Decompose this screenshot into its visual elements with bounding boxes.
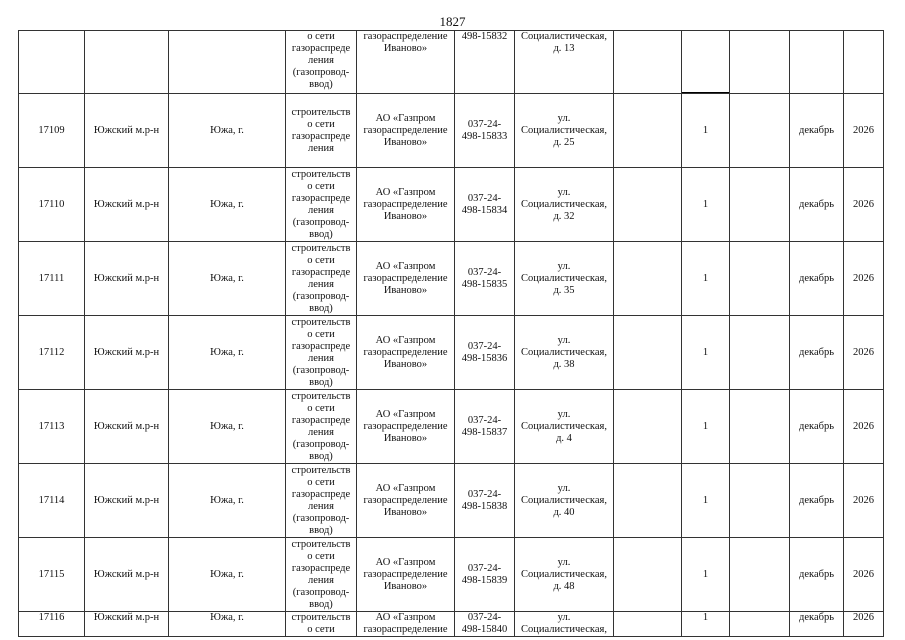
cell-empty [614, 612, 682, 637]
cell-month: декабрь [790, 242, 844, 316]
cell-city [169, 31, 286, 94]
cell-empty [730, 31, 790, 94]
cell-year: 2026 [844, 242, 884, 316]
cell-empty [614, 94, 682, 168]
cell-qty: 1 [682, 316, 730, 390]
cell-work: о сети газораспреде ления (газопровод- ввод) [286, 31, 357, 94]
cell-city: Южа, г. [169, 316, 286, 390]
cell-month: декабрь [790, 612, 844, 637]
cell-org: АО «Газпром газораспределение Иваново» [357, 168, 455, 242]
cell-id: 17115 [19, 538, 85, 612]
cell-code: 037-24- 498-15838 [455, 464, 515, 538]
cell-empty [614, 242, 682, 316]
cell-district [85, 31, 169, 94]
cell-month: декабрь [790, 168, 844, 242]
cell-empty [614, 31, 682, 94]
cell-district: Южский м.р-н [85, 242, 169, 316]
cell-code: 498-15832 [455, 31, 515, 94]
cell-year: 2026 [844, 390, 884, 464]
cell-address: ул. Социалистическая, д. 38 [515, 316, 614, 390]
cell-empty [614, 464, 682, 538]
cell-month: декабрь [790, 94, 844, 168]
cell-month: декабрь [790, 464, 844, 538]
cell-city: Южа, г. [169, 242, 286, 316]
cell-empty [730, 538, 790, 612]
cell-year: 2026 [844, 316, 884, 390]
cell-org: АО «Газпром газораспределение [357, 612, 455, 637]
cell-id: 17110 [19, 168, 85, 242]
cell-org: АО «Газпром газораспределение Иваново» [357, 242, 455, 316]
cell-year: 2026 [844, 538, 884, 612]
cell-org: АО «Газпром газораспределение Иваново» [357, 464, 455, 538]
cell-empty [614, 390, 682, 464]
cell-empty [730, 612, 790, 637]
cell-qty: 1 [682, 390, 730, 464]
table-row [19, 94, 884, 168]
cell-district: Южский м.р-н [85, 538, 169, 612]
cell-qty: 1 [682, 612, 730, 637]
table-row [19, 31, 884, 94]
cell-work: строительств о сети газораспреде ления (газопровод- ввод) [286, 316, 357, 390]
cell-work: строительств о сети газораспреде ления (газопровод- ввод) [286, 242, 357, 316]
cell-qty: 1 [682, 538, 730, 612]
document-table [18, 30, 884, 637]
table-row [19, 612, 884, 637]
cell-district: Южский м.р-н [85, 464, 169, 538]
table-row [19, 242, 884, 316]
cell-month: декабрь [790, 316, 844, 390]
cell-org: АО «Газпром газораспределение Иваново» [357, 316, 455, 390]
table-row [19, 168, 884, 242]
cell-org: газораспределение Иваново» [357, 31, 455, 94]
cell-month: декабрь [790, 538, 844, 612]
cell-work: строительств о сети газораспреде ления [286, 94, 357, 168]
table-row [19, 464, 884, 538]
cell-code: 037-24- 498-15833 [455, 94, 515, 168]
cell-address: ул. Социалистическая, д. 25 [515, 94, 614, 168]
cell-qty: 1 [682, 242, 730, 316]
cell-address: ул. Социалистическая, д. 35 [515, 242, 614, 316]
cell-city: Южа, г. [169, 94, 286, 168]
cell-address: ул. Социалистическая, д. 40 [515, 464, 614, 538]
cell-work: строительств о сети газораспреде ления (газопровод- ввод) [286, 168, 357, 242]
cell-year [844, 31, 884, 94]
cell-id: 17113 [19, 390, 85, 464]
cell-address: ул. Социалистическая, д. 4 [515, 390, 614, 464]
cell-id: 17111 [19, 242, 85, 316]
cell-qty: 1 [682, 464, 730, 538]
cell-empty [730, 94, 790, 168]
table-row [19, 316, 884, 390]
cell-empty [730, 242, 790, 316]
page-number: 1827 [439, 14, 466, 29]
cell-work: строительств о сети газораспреде ления (газопровод- ввод) [286, 464, 357, 538]
cell-district: Южский м.р-н [85, 390, 169, 464]
table-row [19, 390, 884, 464]
table-row [19, 538, 884, 612]
cell-id: 17116 [19, 612, 85, 637]
cell-code: 037-24- 498-15837 [455, 390, 515, 464]
cell-city: Южа, г. [169, 464, 286, 538]
cell-qty: 1 [682, 168, 730, 242]
cell-address: ул. Социалистическая, д. 48 [515, 538, 614, 612]
cell-code: 037-24- 498-15836 [455, 316, 515, 390]
cell-code: 037-24- 498-15835 [455, 242, 515, 316]
cell-district: Южский м.р-н [85, 612, 169, 637]
cell-empty [730, 464, 790, 538]
cell-city: Южа, г. [169, 612, 286, 637]
cell-work: строительств о сети газораспреде ления (газопровод- ввод) [286, 390, 357, 464]
cell-month [790, 31, 844, 94]
cell-empty [730, 390, 790, 464]
cell-id [19, 31, 85, 94]
cell-empty [730, 168, 790, 242]
cell-district: Южский м.р-н [85, 316, 169, 390]
cell-empty [614, 316, 682, 390]
cell-empty [614, 538, 682, 612]
cell-year: 2026 [844, 168, 884, 242]
cell-year: 2026 [844, 612, 884, 637]
cell-year: 2026 [844, 94, 884, 168]
cell-year: 2026 [844, 464, 884, 538]
cell-address: ул. Социалистическая, д. 32 [515, 168, 614, 242]
cell-org: АО «Газпром газораспределение Иваново» [357, 94, 455, 168]
cell-id: 17112 [19, 316, 85, 390]
cell-code: 037-24- 498-15834 [455, 168, 515, 242]
cell-id: 17114 [19, 464, 85, 538]
cell-work: строительств о сети [286, 612, 357, 637]
cell-address: Социалистическая, д. 13 [515, 31, 614, 94]
cell-org: АО «Газпром газораспределение Иваново» [357, 538, 455, 612]
cell-district: Южский м.р-н [85, 94, 169, 168]
cell-code: 037-24- 498-15840 [455, 612, 515, 637]
cell-id: 17109 [19, 94, 85, 168]
cell-district: Южский м.р-н [85, 168, 169, 242]
cell-qty: 1 [682, 94, 730, 168]
cell-qty [682, 31, 730, 94]
cell-org: АО «Газпром газораспределение Иваново» [357, 390, 455, 464]
cell-address: ул. Социалистическая, [515, 612, 614, 637]
cell-work: строительств о сети газораспреде ления (газопровод- ввод) [286, 538, 357, 612]
cell-empty [730, 316, 790, 390]
cell-city: Южа, г. [169, 538, 286, 612]
cell-month: декабрь [790, 390, 844, 464]
cell-code: 037-24- 498-15839 [455, 538, 515, 612]
cell-city: Южа, г. [169, 390, 286, 464]
cell-city: Южа, г. [169, 168, 286, 242]
cell-empty [614, 168, 682, 242]
